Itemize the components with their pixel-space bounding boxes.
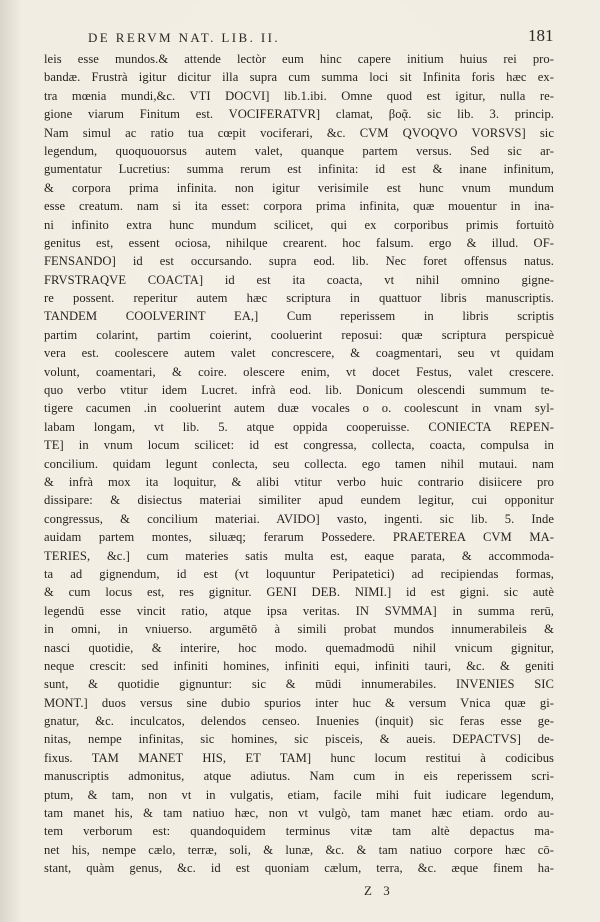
text-line: nasci quotidie, & interire, hoc modo. quemadmodū nihil vnicum gignitur, [44, 640, 554, 655]
text-line: volunt, coamentari, & coire. olescere enim, vt docet Festus, valet crescere. [44, 364, 554, 379]
text-line: tra mœnia mundi,&c. VTI DOCVI] lib.1.ibi. Omne quod est igitur, nulla re- [44, 88, 554, 103]
running-head: DE RERVM NAT. LIB. II. [88, 30, 280, 45]
text-line: dissipare: & disiectus materiai similiter apud eundem legitur, cui opponitur [44, 493, 554, 508]
text-line: stant, quàm genus, &c. id est quoniam cælum, terra, &c. æque finem ha- [44, 861, 554, 876]
text-line: ni infinito extra hunc mundum scilicet, qui ex corporibus primis fortuitò [44, 217, 554, 232]
text-line: partim colarint, partim coierint, cooluerint reposui: quæ scriptura perspicuè [44, 327, 554, 342]
text-line: in omni, in vniuerso. argumētō à simili probat mundos innumerabileis & [44, 622, 554, 637]
text-line: & corpora prima infinita. non igitur verisimile est hunc vnum mundum [44, 180, 554, 195]
text-line: Nam simul ac ratio tua cœpit vociferari, &c. CVM QVOQVO VORSVS] sic [44, 125, 554, 140]
commentary-text [44, 50, 554, 878]
text-line: re possent. reperitur autem hæc scriptura in quattuor libris manuscriptis. [44, 291, 554, 306]
text-line: TANDEM COOLVERINT EA,] Cum reperissem in libris scriptis [44, 309, 554, 324]
text-line: concilium. quidam legunt conlecta, seu collecta. ego tamen nihil mutaui. nam [44, 456, 554, 471]
text-line: bandæ. Frustrà igitur dicitur illa supra cum summa loci sit Infinita foris hæc ex- [44, 70, 554, 85]
text-line: FRVSTRAQVE COACTA] id est ita coacta, vt nihil omnino gigne- [44, 272, 554, 287]
text-line: & cum locus est, res gignitur. GENI DEB. NIMI.] id est gigni. sic autè [44, 585, 554, 600]
text-line: nitas, nempe infinitas, sic homines, sic pisceis, & aueis. DEPACTVS] de- [44, 732, 554, 747]
text-line: neque crescit: sed infiniti homines, infiniti equi, infiniti tauri, &c. & geniti [44, 658, 554, 673]
text-line: auidam partem montes, siluæq; ferarum Possedere. PRAETEREA CVM MA- [44, 530, 554, 545]
text-line: TE] in vnum locum scilicet: id est congressa, collecta, coacta, compulsa in [44, 438, 554, 453]
text-line: fixus. TAM MANET HIS, ET TAM] hunc locum restitui à codicibus [44, 750, 554, 765]
text-line: legendum, quoquouorsus autem valet, quanque partem versus. Sed sic ar- [44, 143, 554, 158]
signature-mark: Z 3 [364, 883, 394, 898]
text-line: esse creatum. nam si ita esset: corpora prima infinita, quæ mouentur in ina- [44, 199, 554, 214]
text-line: vera est. coolescere autem valet concrescere, & coagmentari, seu vt quidam [44, 346, 554, 361]
text-line: ptum, & tam, non vt in vulgatis, etiam, facile mihi fuit iudicare legendum, [44, 787, 554, 802]
text-line: tem verborum est: quandoquidem terminus vitæ tam altè depactus ma- [44, 824, 554, 839]
text-line: gione viarum Finitum est. VOCIFERATVR] clamat, βοᾷ. sic lib. 3. princip. [44, 107, 554, 122]
text-line: ta ad gignendum, id est (vt loquuntur Peripatetici) ad recipiendas formas, [44, 566, 554, 581]
text-line: FENSANDO] id est occursando. supra eod. lib. Nec foret offensus natus. [44, 254, 554, 269]
text-line: quo verbo vtitur idem Lucret. infrà eod. lib. Donicum olescendi summum te- [44, 383, 554, 398]
text-line: & infrà mox ita loquitur, & alibi vtitur verbo huic contrario disiicere pro [44, 474, 554, 489]
text-line: leis esse mundos.& attende lectòr eum hinc capere initium huius rei pro- [44, 52, 554, 66]
text-line: TERIES, &c.] cum materies satis multa est, eaque parata, & accommoda- [44, 548, 554, 563]
text-line: genitus est, essent ociosa, nihilque crearent. hoc falsum. ergo & illud. OF- [44, 235, 554, 250]
text-line: legendū esse vincit ratio, atque ipsa veritas. IN SVMMA] in summa rerū, [44, 603, 554, 618]
text-line: tigere cacumen .in cooluerint autem duæ vocales o o. coolescunt in vnam syl- [44, 401, 554, 416]
text-line: labam longam, vt lib. 5. atque oppida cooperuisse. CONIECTA REPEN- [44, 419, 554, 434]
text-line: gumentatur Lucretius: summa rerum est infinita: id est & inane infinitum, [44, 162, 554, 177]
text-line: congressus, & concilium materiai. AVIDO] vasto, ingenti. sic lib. 5. Inde [44, 511, 554, 526]
page-number: 181 [528, 26, 554, 45]
text-line: sunt, & quotidie gignuntur: sic & mūdi innumerabiles. INVENIES SIC [44, 677, 554, 692]
text-line: MONT.] duos versus sine dubio spurios inter huc & versum Vnica quæ gi- [44, 695, 554, 710]
gutter-shadow [0, 0, 22, 922]
text-line: gnatur, &c. inculcatos, delendos censeo. Inuenies (inquit) sic feras esse ge- [44, 714, 554, 729]
text-line: manuscriptis admonitus, atque adiutus. Nam cum in eis reperissem scri- [44, 769, 554, 784]
text-line: tam manet his, & tam natiuo hæc, non vt vulgò, tam manet hæc etiam. ordo au- [44, 806, 554, 821]
text-line: net his, nempe cælo, terræ, soli, & lunæ, &c. & tam natiuo corpore hæc cō- [44, 842, 554, 857]
